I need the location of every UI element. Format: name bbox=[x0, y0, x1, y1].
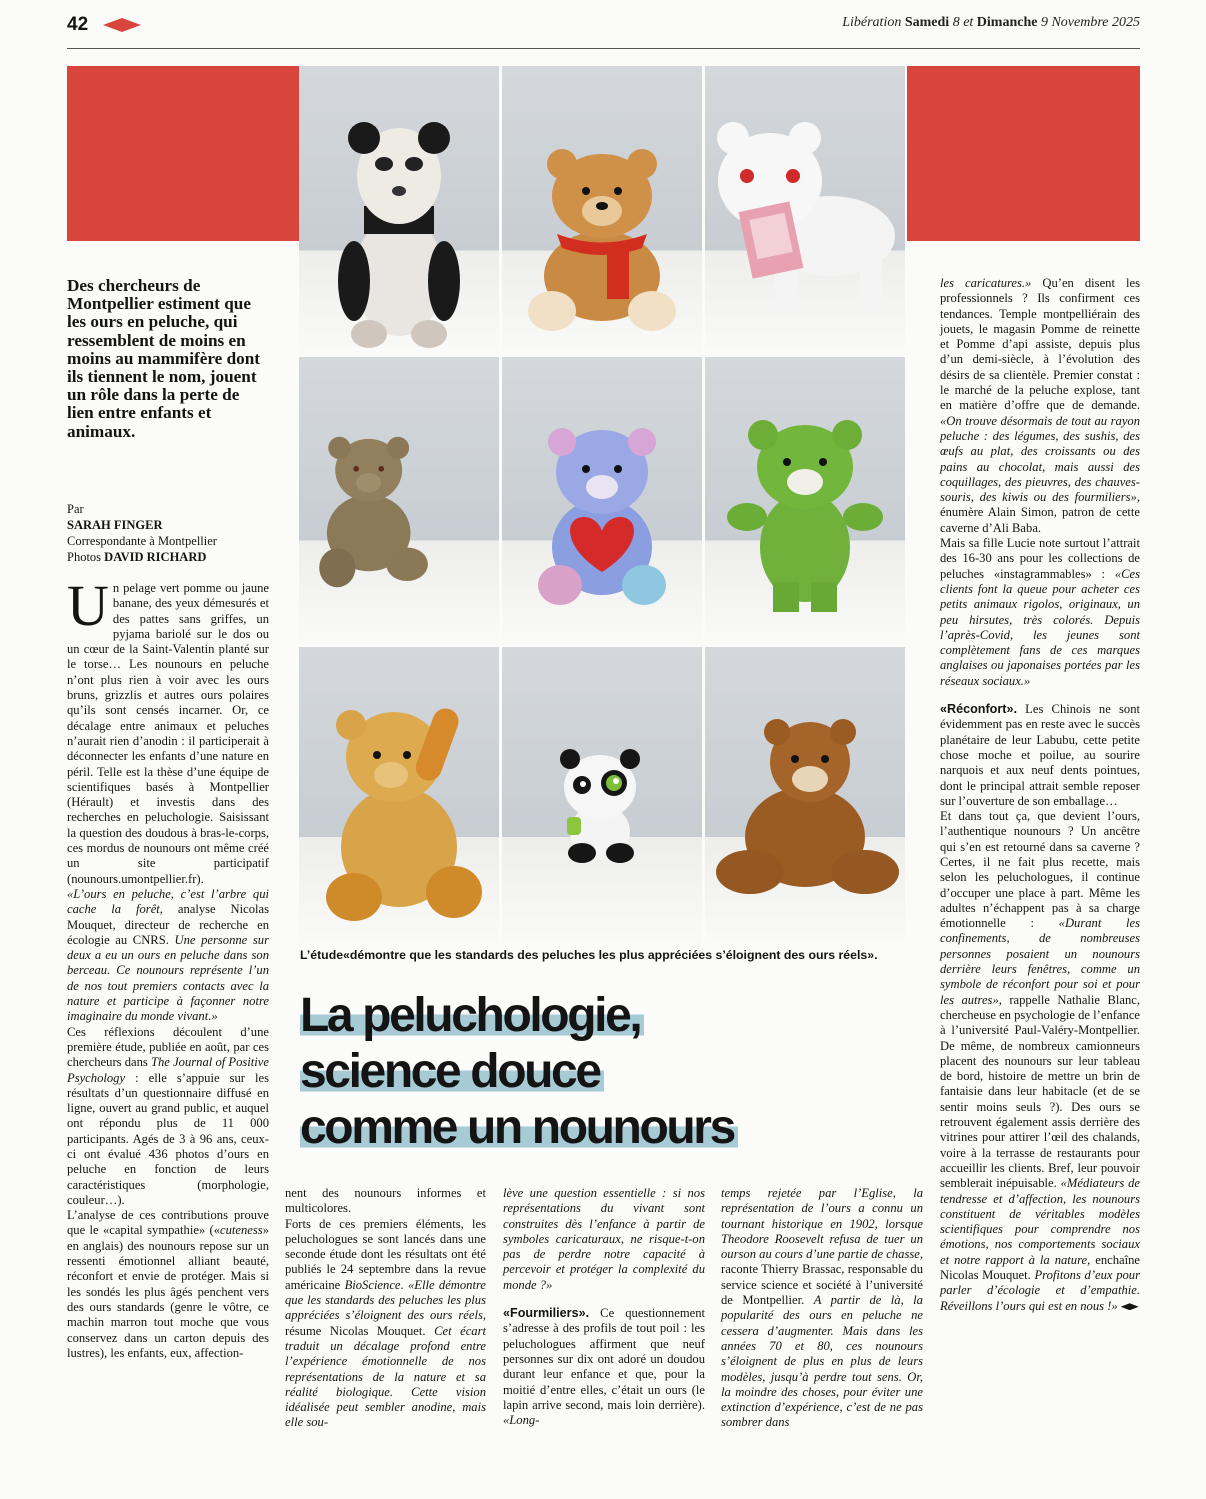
teddy-bear-icon bbox=[705, 66, 905, 354]
quote-text: «Ces clients font la queue pour acheter ces petits animaux rigolos, originaux, un peu hirsutes, très colorés. Depuis l’après-Covid, les jeunes sont complètement fans de ces marques anglaises ou japonaises portées par les réseaux sociaux.» bbox=[940, 566, 1140, 688]
photo-caption: L’étude«démontre que les standards des peluches les plus appréciées s’éloignent des ours réels». bbox=[300, 948, 878, 962]
teddy-bear-icon bbox=[299, 66, 499, 354]
article-paragraph bbox=[67, 573, 269, 887]
page-number: 42 bbox=[67, 14, 89, 35]
article-paragraph bbox=[503, 1306, 705, 1428]
quote-text: temps rejetée par l’Eglise, la représentation de l’ours a connu un tournant historique en 1902, lorsque Theodore Roosevelt refusa de tuer un ourson au cours d’une partie de chasse, bbox=[721, 1186, 923, 1262]
end-diamond-icon bbox=[1121, 1303, 1139, 1310]
subheading: «Fourmiliers». bbox=[503, 1306, 590, 1321]
photo-white-bear-red-eyes bbox=[705, 66, 905, 354]
quote-text: «On trouve désormais de tout au rayon peluche : des légumes, des sushis, des œufs au plat, des croissants ou des pains au chocolat, mais aussi des coquillages, des pieuvres, des chauves-souris, des kiwis ou des fourmiliers», bbox=[940, 413, 1140, 505]
article-text: » en anglais) des nounours repose sur un ressenti émotionnel alliant beauté, réconfort et envie de protéger. Mais si les sondés les plus âgés penchent vers des ours standards (genre le vôtre, ce machin marron tout moche que vous conservez dans un carton depuis des lustres), les enfants, eux, affection- bbox=[67, 1223, 269, 1360]
issue-and: 8 et bbox=[952, 15, 974, 30]
photo-old-worn-bear bbox=[299, 357, 499, 644]
quote-text: «Elle démontre que les standards des peluches les plus appréciées s’éloignent des ours réels, bbox=[285, 1277, 486, 1323]
quote-text: les caricatures.» bbox=[940, 276, 1032, 290]
byline bbox=[67, 501, 277, 565]
teddy-bear-icon bbox=[502, 66, 702, 354]
journal-name: BioScience bbox=[344, 1277, 401, 1292]
article-text: énumère Alain Simon, patron de cette caverne d’Ali Baba. bbox=[940, 505, 1140, 535]
journal-name: The Journal of Positive Psychology bbox=[67, 1055, 269, 1085]
article-column-1 bbox=[67, 573, 270, 1361]
headline bbox=[300, 988, 910, 1156]
article-paragraph bbox=[285, 1186, 486, 1217]
article-paragraph bbox=[940, 276, 1140, 536]
article-paragraph bbox=[503, 1186, 705, 1293]
article-text: rappelle Nathalie Blanc, chercheuse en psychologie de l’enfance à l’université Paul-Valéry-Montpellier. De même, de nombreux camionneurs placent des nounours sur leur tableau de bord, histoire de mettre un brin de fantaisie dans leur habitacle (et de se sentir moins seuls ?). Des ours se retrouvent également assis derrière des vitrines pour attirer l’œil des chalands, voire à la terrasse de restaurants pour accueillir les clients. Bref, leur pouvoir semblerait inépuisable. bbox=[940, 992, 1140, 1191]
article-text: raconte Thierry Brassac, responsable du service science et société à l’université de Montpellier. bbox=[721, 1262, 923, 1308]
byline-photographer: DAVID RICHARD bbox=[104, 550, 207, 564]
issue-date: 9 Novembre 2025 bbox=[1040, 15, 1140, 30]
photo-brown-shaggy-bear bbox=[705, 647, 905, 944]
teddy-bear-icon bbox=[299, 647, 499, 944]
byline-author: SARAH FINGER bbox=[67, 518, 163, 532]
photo-grid bbox=[299, 66, 907, 944]
article-text: Forts de ces premiers éléments, les peluchologues se sont lancés dans une seconde étude dont les résultats ont été publiés le 24 septembre dans la revue américaine bbox=[285, 1216, 486, 1292]
article-text: n pelage vert pomme ou jaune banane, des yeux démesurés et des pattes sans griffes, un pyjama bariolé sur le dos ou un cœur de la Saint-Valentin planté sur le torse… Les nounours en peluche n’ont plus rien à voir avec les ours bruns, grizzlis et autres ours polaires qu’ils sont censés incarner. Or, ce décalage entre animaux et peluches n’aurait rien d’anodin : il participerait à déconnecter les enfants d’une nature en péril. Telle est la thèse d’une équipe de scientifiques basés à Montpellier (Hérault) et investis dans des recherches en peluchologie. Saisissant la question des doudous à bras-le-corps, ces mordus de nounours ont même créé un site participatif (nounours.umontpellier.fr). bbox=[67, 581, 269, 886]
article-text: nent des nounours informes et multicolores. bbox=[285, 1186, 486, 1216]
teddy-bear-icon bbox=[502, 357, 702, 644]
quote-text: Une personne sur deux a eu un ours en peluche dans son berceau. Ce nounours représente l’un de nos tout premiers contacts avec la nature et participe à façonner notre imaginaire du monde vivant.» bbox=[67, 932, 269, 1024]
headline-line-2: science douce bbox=[300, 1045, 604, 1098]
article-paragraph bbox=[940, 536, 1140, 689]
teddy-bear-icon bbox=[705, 357, 905, 644]
article-column-3 bbox=[503, 1186, 705, 1428]
headline-line-3: comme un nounours bbox=[300, 1101, 738, 1154]
header-rule bbox=[67, 48, 1140, 49]
article-text: analyse Nicolas Mouquet, directeur de recherche en écologie au CNRS. bbox=[67, 902, 270, 947]
article-paragraph bbox=[67, 1208, 269, 1361]
photo-panda-plush-worn bbox=[299, 66, 499, 354]
article-text: enchaîne Nicolas Mouquet. bbox=[940, 1252, 1140, 1282]
red-band-right bbox=[907, 66, 1140, 241]
article-paragraph bbox=[67, 1025, 269, 1209]
foreign-word: cuteness bbox=[220, 1223, 263, 1238]
photo-blue-bear-heart bbox=[502, 357, 702, 644]
quote-text: «Durant les confinements, de nombreuses personnes posaient un nounours derrière leurs fenêtres, comme un symbole de réconfort pour soi et pour les autres», bbox=[940, 916, 1141, 1007]
red-band-left bbox=[67, 66, 299, 241]
article-paragraph bbox=[940, 702, 1140, 809]
byline-par: Par bbox=[67, 502, 84, 516]
photo-golden-bear bbox=[299, 647, 499, 944]
photo-brown-bear-red-scarf bbox=[502, 66, 702, 354]
article-text: Ce questionnement s’adresse à des profils de tout poil : les peluchologues affirment que neuf personnes sur dix ont adoré un doudou durant leur enfance et que, pour la moitié d’entre elles, c’était un ours (le lapin arrive second, mais loin derrière). bbox=[503, 1306, 705, 1412]
article-text: Qu’en disent les professionnels ? Ils confirment ces tendances. Temple montpelliérain des jouets, le magasin Pomme de reinette et Pomme d’api assiste, depuis plus d’un demi-siècle, à l’évolution des désirs de sa clientèle. Premier constat : le marché de la peluche explose, tant en matière d’offre que de demande. bbox=[940, 276, 1140, 413]
article-paragraph bbox=[940, 809, 1140, 1314]
article-column-4 bbox=[721, 1186, 923, 1431]
quote-text: A partir de là, la popularité des ours en peluche ne cessera d’augmenter. Mais dans les années 70 et 80, ces nounours s’éloignent de plus en plus de leurs modèles, jusqu’à perdre tout sens. Or, la moindre des choses, pour éviter une extinction d’expérience, c’est de ne pas sombrer dans bbox=[721, 1293, 923, 1430]
article-text: Ces réflexions découlent d’une première étude, publiée en août, par ces chercheurs dans bbox=[67, 1024, 269, 1070]
article-text: Et dans tout ça, que devient l’ours, l’authentique nounours ? Un ancêtre qui s’en est retourné dans sa caverne ? Certes, il ne fait plus recette, mais selon les peluchologues, il continue d’occuper une place à part. Même les adultes n’échappent pas à sa charge émotionnelle : bbox=[940, 809, 1140, 931]
issue-day2: Dimanche bbox=[976, 15, 1038, 30]
article-paragraph bbox=[67, 887, 269, 1025]
issue-day1: Samedi bbox=[904, 15, 950, 30]
dropcap: U bbox=[67, 573, 109, 638]
article-column-5 bbox=[940, 276, 1140, 1314]
teddy-bear-icon bbox=[705, 647, 905, 944]
photo-small-panda-big-eyes bbox=[502, 647, 702, 944]
photo-green-bear bbox=[705, 357, 905, 644]
byline-role: Correspondante à Montpellier bbox=[67, 534, 217, 548]
quote-text: «Long- bbox=[503, 1413, 540, 1428]
article-text: Les Chinois ne sont évidemment pas en reste avec le succès planétaire de leur Labubu, cette petite chose moche et poilue, au sourire narquois et aux neuf dents pointues, dont le principal attrait semble reposer sur l’ouverture de son emballage… bbox=[940, 702, 1140, 808]
diamond-logo-icon bbox=[103, 18, 141, 32]
issue-line bbox=[842, 15, 1140, 31]
byline-photos-label: Photos bbox=[67, 550, 102, 564]
article-paragraph bbox=[721, 1186, 923, 1431]
quote-text: «Médiateurs de tendresse et d’affection, les nounours constituent de véritables modèles scientifiques pour comprendre nos émotions, nos comportements sociaux et notre rapport à la nature, bbox=[940, 1176, 1140, 1267]
article-text: : elle s’appuie sur les résultats d’un questionnaire diffusé en ligne, ouvert au grand public, et auquel ont répondu plus de 11 000 participants. Agés de 3 à 96 ans, ceux-ci ont évalué 436 photos d’ours en peluche en fonction de leurs caractéristiques (morphologie, couleur…). bbox=[67, 1070, 269, 1207]
article-text: L’analyse de ces contributions prouve que le «capital sympathie» (« bbox=[67, 1208, 269, 1238]
standfirst: Des chercheurs de Montpellier estiment que les ours en peluche, qui ressemblent de moins en moins au mammifère dont ils tiennent le nom, jouent un rôle dans la perte de lien entre enfants et animaux. bbox=[67, 276, 261, 441]
quote-text: Profitons d’eux pour parler d’écologie et d’empathie. Réveillons l’ours qui est en nous !» bbox=[940, 1268, 1140, 1313]
article-column-2 bbox=[285, 1186, 486, 1431]
quote-text: lève une question essentielle : si nos représentations du vivant sont construites dès l’enfance à partir de symboles caricaturaux, ne risque-t-on pas de perdre notre capacité à percevoir et protéger la complexité du monde ?» bbox=[503, 1186, 705, 1292]
subheading: «Réconfort». bbox=[940, 702, 1017, 717]
teddy-bear-icon bbox=[299, 357, 499, 644]
quote-text: Cet écart traduit un décalage profond entre l’expérience émotionnelle de nos représentations de la nature et sa réalité biologique. Cette vision idéalisée peut sembler anodine, mais elle sou- bbox=[285, 1323, 487, 1430]
article-paragraph bbox=[285, 1217, 486, 1431]
article-text: . bbox=[400, 1277, 408, 1292]
article-text: résume Nicolas Mouquet. bbox=[285, 1323, 435, 1338]
teddy-bear-icon bbox=[502, 647, 702, 944]
article-text: Mais sa fille Lucie note surtout l’attrait des 16-30 ans pour les collections de peluches «instagrammables» : bbox=[940, 536, 1140, 581]
publication-name: Libération bbox=[842, 15, 902, 30]
headline-line-1: La peluchologie, bbox=[300, 989, 644, 1042]
quote-text: «L’ours en peluche, c’est l’arbre qui cache la forêt, bbox=[67, 886, 269, 917]
byline-photos bbox=[67, 549, 277, 565]
